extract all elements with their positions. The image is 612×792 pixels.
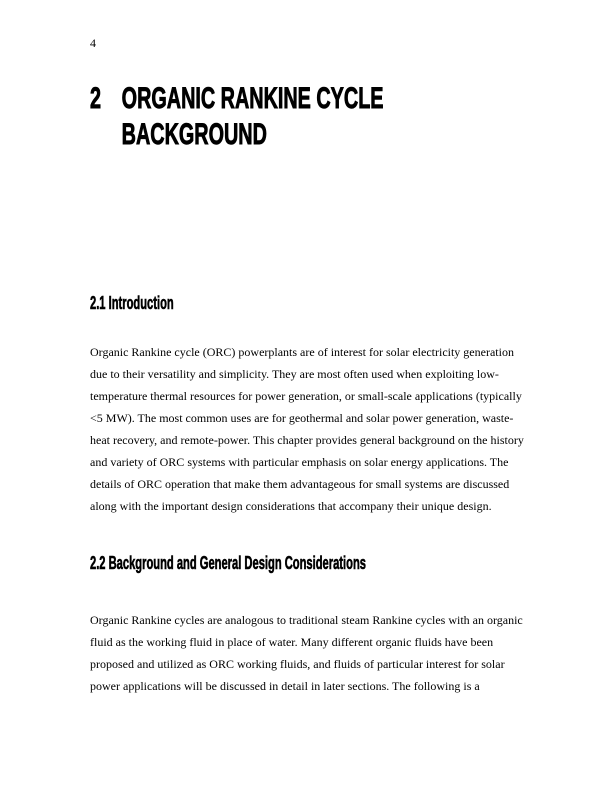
page-number: 4 bbox=[90, 36, 96, 50]
chapter-title-line-1: ORGANIC RANKINE CYCLE bbox=[121, 82, 384, 115]
section-2-1-paragraph: Organic Rankine cycle (ORC) powerplants are of interest for solar electricity generation due to their versatility and simplicity. They are most often used when exploiting low-temperature thermal resources for power generation, or small-scale applications (typically <5 MW). The most common uses are for geothermal and solar power generation, waste-heat recovery, and remote-power. This chapter provides general background on the history and variety of ORC systems with particular emphasis on solar energy applications. The details of ORC operation that make them advantageous for small systems are discussed along with the important design considerations that accompany their unique design. bbox=[90, 345, 524, 513]
chapter-title-line-2: BACKGROUND bbox=[121, 118, 267, 151]
chapter-heading bbox=[90, 81, 384, 153]
chapter-title bbox=[122, 81, 384, 153]
section-heading-2-1: 2.1 Introduction bbox=[90, 293, 174, 313]
section-2-2-paragraph: Organic Rankine cycles are analogous to traditional steam Rankine cycles with an organic fluid as the working fluid in place of water. Many different organic fluids have been proposed and utilized as ORC working fluids, and fluids of particular interest for solar power applications will be discussed in detail in later sections. The following is a bbox=[90, 613, 523, 693]
section-heading-2-2: 2.2 Background and General Design Considerations bbox=[90, 553, 366, 573]
chapter-number: 2 bbox=[90, 82, 102, 115]
